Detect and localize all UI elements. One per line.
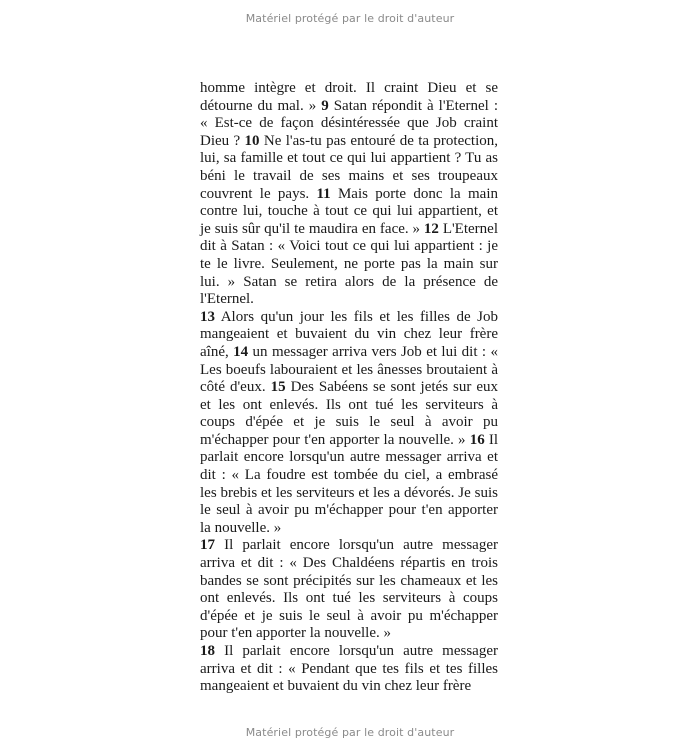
verse-text: un messager arriva vers Job et lui dit : « Les boeufs labouraient et les ânesses broutaient à côté d'eux. bbox=[200, 343, 498, 396]
verse-number: 14 bbox=[233, 343, 249, 360]
verse-number: 15 bbox=[270, 379, 286, 396]
verse-text: L'Eternel dit à Satan : « Voici tout ce qui lui appartient : je te le livre. Seulement, ne porte pas la main sur lui. » Satan se retira alors de la présence de l'Eternel. bbox=[200, 220, 498, 308]
verse-text: Alors qu'un jour les fils et les filles de Job mangeaient et buvaient du vin chez leur frère aîné, bbox=[200, 308, 498, 360]
verse-text: Il parlait encore lorsqu'un autre messager arriva et dit : « Des Chaldéens répartis en trois bandes se sont précipités sur les chameaux et les ont enlevés. Ils ont tué les serviteurs à coups d'épée et je suis le seul à avoir pu m'échapper pour t'en apporter la nouvelle. » bbox=[200, 537, 498, 642]
page-body bbox=[200, 80, 498, 696]
paragraph bbox=[200, 537, 498, 643]
verse-number: 11 bbox=[316, 185, 331, 202]
verse-text: homme intègre et droit. Il craint Dieu et se détourne du mal. » bbox=[200, 80, 498, 114]
copyright-notice-top: Matériel protégé par le droit d'auteur bbox=[245, 12, 455, 25]
paragraph bbox=[200, 309, 498, 538]
verse-number: 16 bbox=[469, 431, 485, 448]
verse-number: 13 bbox=[200, 308, 215, 325]
verse-number: 12 bbox=[423, 220, 439, 237]
verse-number: 10 bbox=[244, 132, 260, 149]
verse-text: Satan répondit à l'Eternel : « Est-ce de façon désintéressée que Job craint Dieu ? bbox=[200, 97, 498, 149]
verse-number: 9 bbox=[321, 97, 329, 114]
paragraph bbox=[200, 80, 498, 309]
paragraph bbox=[200, 643, 498, 696]
verse-number: 18 bbox=[200, 643, 215, 659]
verse-text: Mais porte donc la main contre lui, touche à tout ce qui lui appartient, et je suis sûr qu'il te maudira en face. » bbox=[200, 185, 498, 237]
verse-number: 17 bbox=[200, 537, 215, 554]
verse-text: Des Sabéens se sont jetés sur eux et les ont enlevés. Ils ont tué les serviteurs à coups d'épée et je suis le seul à avoir pu m'échapper pour t'en apporter la nouvelle. » bbox=[200, 379, 499, 448]
verse-text: Ne l'as-tu pas entouré de ta protection, lui, sa famille et tout ce qui lui appartient ? Tu as béni le travail de ses mains et ses troupeaux couvrent le pays. bbox=[200, 132, 498, 202]
verse-text: Il parlait encore lorsqu'un autre messager arriva et dit : « La foudre est tombée du ciel, a embrasé les brebis et les serviteurs et les a dévorés. Je suis le seul à avoir pu m'échapper pour t'en apporter la nouvelle. » bbox=[200, 431, 499, 536]
verse-text: Il parlait encore lorsqu'un autre messager arriva et dit : « Pendant que tes fils et tes filles mangeaient et buvaient du vin chez leur frère bbox=[200, 643, 498, 695]
copyright-notice-bottom: Matériel protégé par le droit d'auteur bbox=[245, 726, 455, 739]
